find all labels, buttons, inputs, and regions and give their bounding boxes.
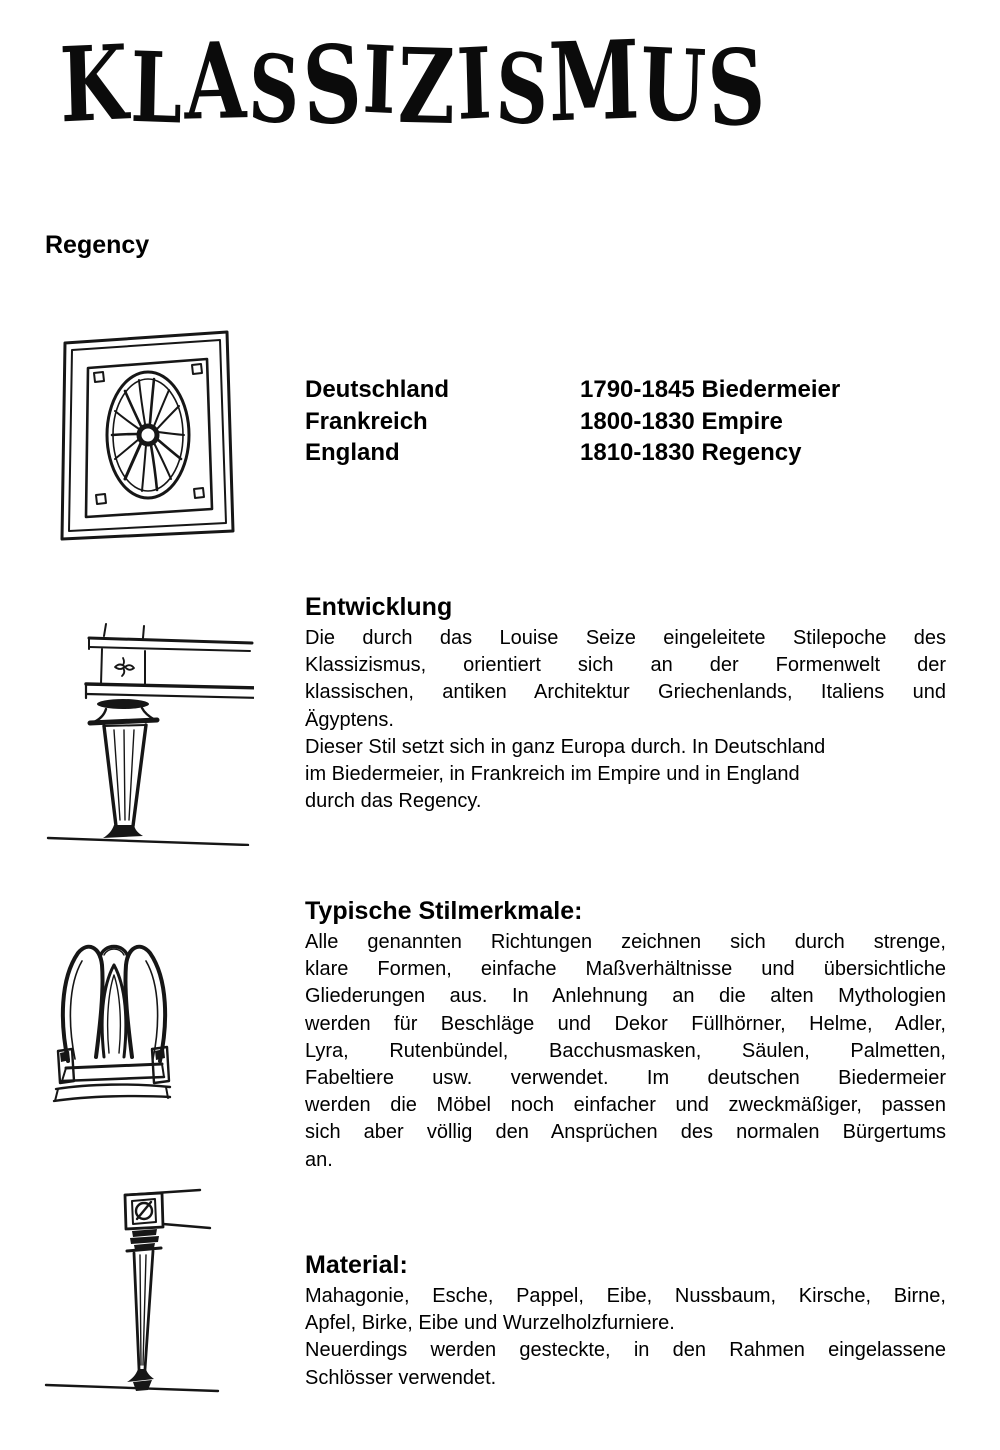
text-line: werden die Möbel noch einfacher und zweckmäßiger, passen xyxy=(305,1094,946,1117)
subtitle-regency: Regency xyxy=(45,231,150,259)
title-letter: S xyxy=(493,32,552,148)
section-heading: Typische Stilmerkmale: xyxy=(305,897,583,925)
table-row xyxy=(305,374,840,406)
text-line: klassischen, antiken Architektur Griechenlands, Italiens und xyxy=(305,681,946,704)
text-line: Mahagonie, Esche, Pappel, Eibe, Nussbaum, Kirsche, Birne, xyxy=(305,1285,946,1307)
title-letter: U xyxy=(638,27,708,146)
text-line: durch das Regency. xyxy=(305,790,482,813)
period-cell: 1810-1830 Regency xyxy=(580,439,802,466)
title-letter: S xyxy=(705,26,768,152)
text-line: im Biedermeier, in Frankreich im Empire und in England xyxy=(305,763,800,786)
text-line: werden für Beschläge und Dekor Füllhörner, Helme, Adler, xyxy=(305,1012,946,1035)
text-section xyxy=(305,896,946,1174)
title-letter: K xyxy=(58,23,131,147)
table-leg-illustration xyxy=(42,614,254,846)
period-cell: 1790-1845 Biedermeier xyxy=(580,376,841,403)
section-heading: Entwicklung xyxy=(305,593,453,621)
section-heading: Material: xyxy=(305,1251,408,1279)
text-line: sich aber völlig den Ansprüchen des normalen Bürgertums xyxy=(305,1121,946,1144)
country-cell: Frankreich xyxy=(305,407,428,435)
text-section xyxy=(305,1250,946,1392)
title-letter: I xyxy=(361,26,399,136)
title-letter: Z xyxy=(397,26,458,149)
tapered-leg-illustration xyxy=(40,1183,222,1397)
text-line: Die durch das Louise Seize eingeleitete Stilepoche des xyxy=(305,627,946,649)
text-line: Lyra, Rutenbündel, Bacchusmasken, Säulen, Palmetten, xyxy=(305,1039,946,1062)
text-section xyxy=(305,592,946,815)
title-letter: S xyxy=(300,21,365,151)
style-period-table xyxy=(305,374,840,469)
text-line: Apfel, Birke, Eibe und Wurzelholzfurniere. xyxy=(305,1312,675,1335)
text-line: Alle genannten Richtungen zeichnen sich durch strenge, xyxy=(305,931,946,953)
table-row xyxy=(305,437,840,469)
table-row xyxy=(305,406,840,438)
text-line: Dieser Stil setzt sich in ganz Europa durch. In Deutschland xyxy=(305,735,826,758)
framed-panel-rosette-illustration xyxy=(55,327,237,543)
text-line: Neuerdings werden gesteckte, in den Rahmen eingelassene xyxy=(305,1339,946,1362)
title-letter: M xyxy=(547,17,642,147)
title-letter: S xyxy=(246,34,303,146)
text-line: Schlösser verwendet. xyxy=(305,1366,497,1389)
title-letter: L xyxy=(129,31,185,147)
country-cell: England xyxy=(305,439,400,466)
text-line: Klassizismus, orientiert sich an der Formenwelt der xyxy=(305,654,946,677)
text-line: klare Formen, einfache Maßverhältnisse und übersichtliche xyxy=(305,958,946,981)
title-letter: A xyxy=(183,20,248,145)
section-body xyxy=(305,625,946,815)
text-line: Ägyptens. xyxy=(305,708,394,731)
text-line: Gliederungen aus. In Anlehnung an die alten Mythologien xyxy=(305,985,946,1008)
page-title xyxy=(58,17,768,152)
section-body xyxy=(305,1283,946,1392)
text-line: Fabeltiere usw. verwendet. Im deutschen Biedermeier xyxy=(305,1067,946,1090)
section-body xyxy=(305,929,946,1174)
text-line: an. xyxy=(305,1148,333,1171)
period-cell: 1800-1830 Empire xyxy=(580,407,783,435)
chair-back-illustration xyxy=(48,931,180,1103)
title-letter: I xyxy=(455,27,495,143)
country-cell: Deutschland xyxy=(305,376,450,403)
